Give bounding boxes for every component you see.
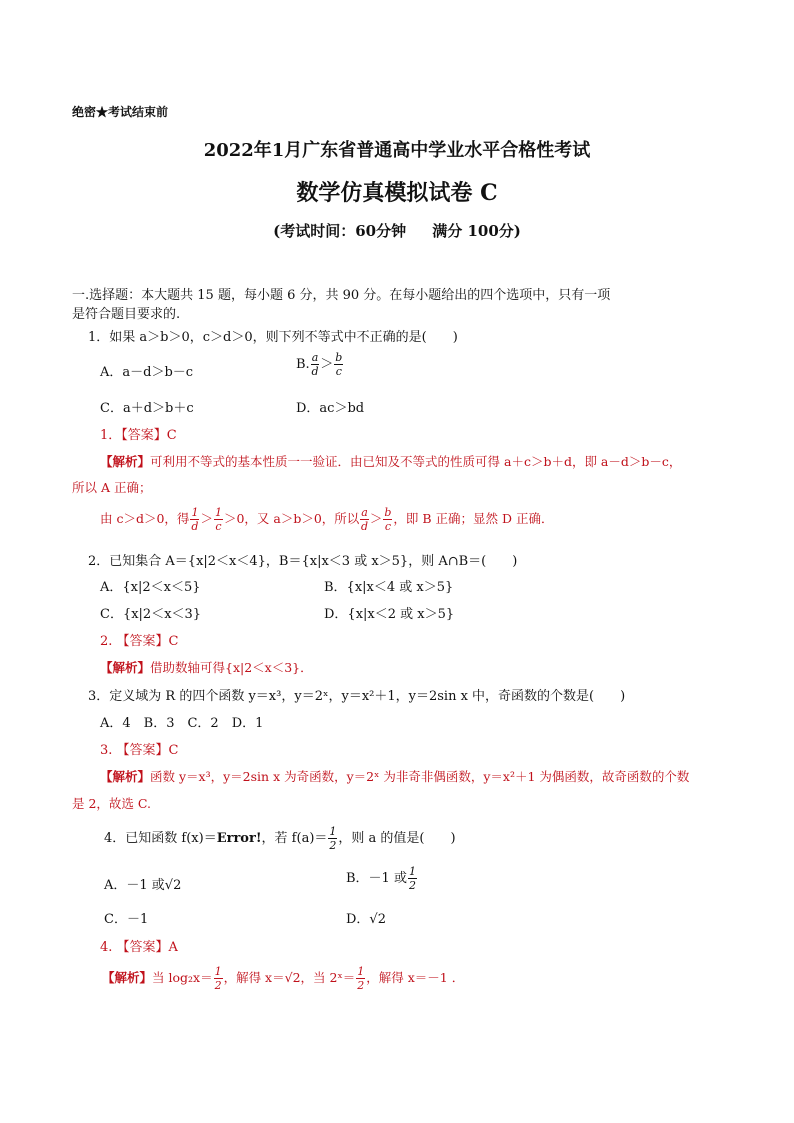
question-1-option-b: B. $\frac{a}{d}$ ＞ $\frac{b}{c}$ [296, 351, 343, 378]
question-1-option-d: D．ac＞bd [296, 401, 365, 416]
confidential-mark: 绝密★考试结束前 [72, 105, 169, 119]
section-instruction-line2: 是符合题目要求的. [72, 307, 181, 322]
question-2-option-d: D．{x|x＜2 或 x＞5} [324, 607, 455, 622]
question-1-analysis-line3: 由 c＞d＞0，得 $\frac{1}{d}$ ＞ $\frac{1}{c}$ ＞0，又 a＞b＞0，所以 $\frac{a}{d}$ ＞ $\frac{b}{c}$ ，即 B 正确；显然 D 正确． [100, 506, 554, 533]
exam-time-info: (考试时间：60分钟 满分 100分) [273, 222, 521, 240]
exam-title: 2022年1月广东省普通高中学业水平合格性考试 [203, 140, 591, 161]
question-2-answer: 2. 【答案】C [100, 634, 179, 649]
question-1-analysis-line1: 【解析】可利用不等式的基本性质一一验证．由已知及不等式的性质可得 a＋c＞b＋d，即 a－d＞b－c， [100, 454, 682, 469]
question-4-option-c: C．－1 [104, 912, 149, 927]
question-4-option-a: A．－1 或√2 [104, 878, 182, 893]
question-2-analysis: 【解析】借助数轴可得{x|2＜x＜3}． [100, 660, 313, 675]
question-4-stem: 4．已知函数 f(x)＝Error!，若 f(a)＝ $\frac{1}{2}$ ，则 a 的值是( ) [104, 825, 456, 852]
question-1-analysis-line2: 所以 A 正确； [72, 480, 152, 495]
question-2-stem: 2．已知集合 A＝{x|2＜x＜4}，B＝{x|x＜3 或 x＞5}，则 A∩B＝( ) [88, 554, 518, 569]
question-3-analysis-line2: 是 2，故选 C. [72, 796, 151, 811]
question-2-option-a: A．{x|2＜x＜5} [100, 580, 201, 595]
question-1-answer: 1．【答案】C [100, 428, 177, 443]
exam-subtitle: 数学仿真模拟试卷 C [296, 180, 498, 206]
question-4-answer: 4. 【答案】A [100, 940, 178, 955]
question-3-stem: 3．定义域为 R 的四个函数 y＝x³，y＝2ˣ，y＝x²＋1，y＝2sin x 中，奇函数的个数是( ) [88, 689, 626, 704]
question-4-option-d: D．√2 [346, 912, 386, 927]
question-3-options: A．4 B．3 C．2 D．1 [100, 716, 264, 731]
question-4-analysis: 【解析】当 log₂x＝ $\frac{1}{2}$ ，解得 x＝√2，当 2ˣ＝ $\frac{1}{2}$ ，解得 x＝－1 ． [102, 965, 465, 992]
question-1-option-c: C．a＋d＞b＋c [100, 401, 194, 416]
question-4-option-b: B．－1 或 $\frac{1}{2}$ [346, 865, 416, 892]
question-1-stem: 1．如果 a＞b＞0，c＞d＞0，则下列不等式中不正确的是( ) [88, 330, 458, 345]
question-3-answer: 3. 【答案】C [100, 743, 179, 758]
question-2-option-c: C．{x|2＜x＜3} [100, 607, 202, 622]
section-instruction-line1: 一.选择题：本大题共 15 题，每小题 6 分，共 90 分。在每小题给出的四个选项中，只有一项 [72, 288, 611, 303]
question-3-analysis-line1: 【解析】函数 y＝x³，y＝2sin x 为奇函数，y＝2ˣ 为非奇非偶函数，y＝x²＋1 为偶函数，故奇函数的个数 [100, 769, 690, 784]
question-1-option-a: A．a－d＞b－c [100, 365, 194, 380]
question-2-option-b: B．{x|x＜4 或 x＞5} [324, 580, 454, 595]
